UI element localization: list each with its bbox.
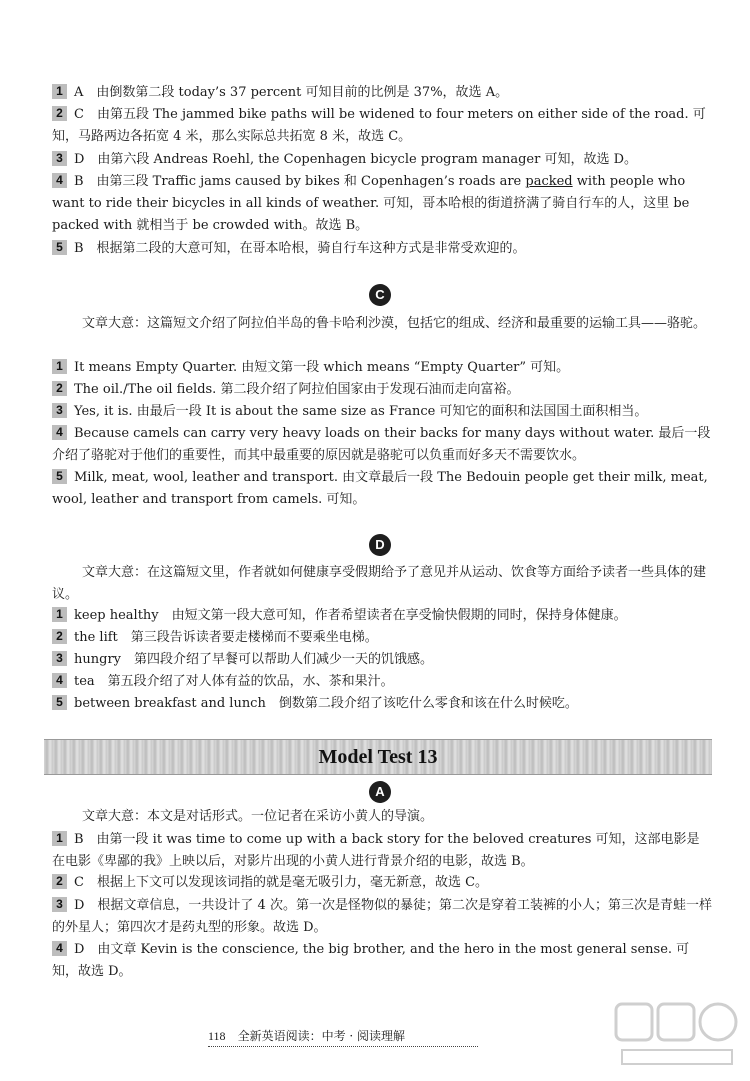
answer-item xyxy=(52,171,712,237)
book-title: 全新英语阅读：中考 · 阅读理解 xyxy=(237,1029,406,1043)
question-number: 4 xyxy=(52,173,67,188)
question-number: 2 xyxy=(52,106,67,121)
model-test-title: Model Test 13 xyxy=(318,746,438,768)
question-number: 5 xyxy=(52,240,67,255)
question-number: 3 xyxy=(52,897,67,912)
answer-text: keep healthy 由短文第一段大意可知，作者希望读者在享受愉快假期的同时，保持身体健康。 xyxy=(74,608,627,623)
question-number: 5 xyxy=(52,695,67,710)
answer-text: D 由第六段 Andreas Roehl, the Copenhagen bicycle program manager 可知，故选 D。 xyxy=(74,152,638,167)
section-badge-d: D xyxy=(369,534,391,556)
answer-text: tea 第五段介绍了对人体有益的饮品，水、茶和果汁。 xyxy=(74,674,394,689)
answer-item xyxy=(52,238,712,260)
watermark-logo xyxy=(612,1000,742,1070)
answer-text: the lift 第三段告诉读者要走楼梯而不要乘坐电梯。 xyxy=(74,630,378,645)
question-number: 3 xyxy=(52,651,67,666)
question-number: 1 xyxy=(52,359,67,374)
answer-item xyxy=(52,357,712,379)
answer-text: C 由第五段 The jammed bike paths will be widened to four meters on either side of the road. 可知，马路两边各拓宽 4 米，那么实际总共拓宽 8 米，故选 C。 xyxy=(52,107,706,144)
question-number: 4 xyxy=(52,425,67,440)
underlined-word: packed xyxy=(525,174,573,189)
answer-item xyxy=(52,627,712,649)
answer-item xyxy=(52,379,712,401)
question-number: 3 xyxy=(52,403,67,418)
section-summary: 文章大意：本文是对话形式。一位记者在采访小黄人的导演。 xyxy=(82,809,434,824)
answer-item xyxy=(52,649,712,671)
question-number: 2 xyxy=(52,381,67,396)
page-number: 118 xyxy=(208,1029,226,1043)
section-summary: 文章大意：这篇短文介绍了阿拉伯半岛的鲁卡哈利沙漠，包括它的组成、经济和最重要的运输工具——骆驼。 xyxy=(82,316,707,331)
answer-item xyxy=(52,401,712,423)
section-badge-a: A xyxy=(369,781,391,803)
question-number: 4 xyxy=(52,673,67,688)
answer-item xyxy=(52,82,712,104)
question-number: 4 xyxy=(52,941,67,956)
answer-item xyxy=(52,104,712,148)
model-test-banner xyxy=(44,739,712,775)
answer-item xyxy=(52,467,712,511)
answer-text-part: B 由第三段 Traffic jams caused by bikes 和 Copenhagen’s roads are xyxy=(74,174,526,189)
answer-item xyxy=(52,939,712,983)
answer-text: D 由文章 Kevin is the conscience, the big brother, and the hero in the most general sense. 可知，故选 D。 xyxy=(52,942,690,979)
answer-item xyxy=(52,605,712,627)
question-number: 2 xyxy=(52,874,67,889)
answer-text: Milk, meat, wool, leather and transport. 由文章最后一段 The Bedouin people get their milk, meat, wool, leather and transport from camels. 可知。 xyxy=(52,470,708,507)
answer-item xyxy=(52,872,712,894)
answer-text: Yes, it is. 由最后一段 It is about the same size as France 可知它的面积和法国国土面积相当。 xyxy=(74,404,648,419)
answer-text: Because camels can carry very heavy loads on their backs for many days without water. 最后一段介绍了骆驼对于他们的重要性，而其中最重要的原因就是骆驼可以负重而好多天不需要饮水。 xyxy=(52,426,711,463)
question-number: 5 xyxy=(52,469,67,484)
answer-text-part: with people who want to ride their bicycles in all kinds of weather. 可知，哥本哈根的街道挤满了骑自行车的人，这里 be packed with 就相当于 be crowded with。故选 B。 xyxy=(52,174,690,233)
answer-item xyxy=(52,423,712,467)
answer-text: B 根据第二段的大意可知，在哥本哈根，骑自行车这种方式是非常受欢迎的。 xyxy=(74,241,526,256)
answer-text: B 由第一段 it was time to come up with a back story for the beloved creatures 可知，这部电影是在电影《卑鄙的我》上映以后，对影片出现的小黄人进行背景介绍的电影，故选 B。 xyxy=(52,832,700,869)
answer-text: The oil./The oil fields. 第二段介绍了阿拉伯国家由于发现石油而走向富裕。 xyxy=(74,382,520,397)
section-summary: 文章大意：在这篇短文里，作者就如何健康享受假期给予了意见并从运动、饮食等方面给予读者一些具体的建议。 xyxy=(52,565,707,602)
answer-text: hungry 第四段介绍了早餐可以帮助人们减少一天的饥饿感。 xyxy=(74,652,433,667)
answer-text: C 根据上下文可以发现该词指的就是毫无吸引力，毫无新意，故选 C。 xyxy=(74,875,489,890)
question-number: 1 xyxy=(52,607,67,622)
answer-text: A 由倒数第二段 today’s 37 percent 可知目前的比例是 37%，故选 A。 xyxy=(74,85,509,100)
page-footer xyxy=(208,1026,478,1047)
question-number: 1 xyxy=(52,84,67,99)
answer-item xyxy=(52,693,712,715)
section-badge-c: C xyxy=(369,284,391,306)
answer-text: It means Empty Quarter. 由短文第一段 which means “Empty Quarter” 可知。 xyxy=(74,360,570,375)
question-number: 1 xyxy=(52,831,67,846)
answer-text: D 根据文章信息，一共设计了 4 次。第一次是怪物似的暴徒；第二次是穿着工装裤的小人；第三次是青蛙一样的外星人；第四次才是药丸型的形象。故选 D。 xyxy=(52,898,712,935)
answer-item xyxy=(52,149,712,171)
answer-item xyxy=(52,895,712,939)
question-number: 3 xyxy=(52,151,67,166)
answer-text: between breakfast and lunch 倒数第二段介绍了该吃什么零食和该在什么时候吃。 xyxy=(74,696,578,711)
question-number: 2 xyxy=(52,629,67,644)
answer-item xyxy=(52,671,712,693)
answer-item xyxy=(52,829,712,873)
